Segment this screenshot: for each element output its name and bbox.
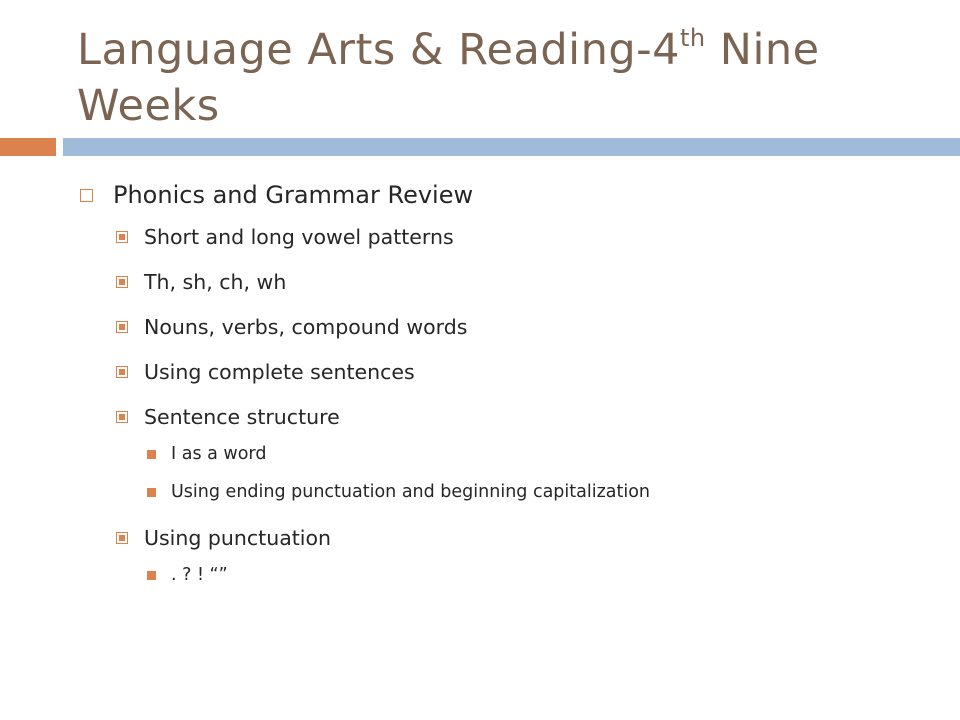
subtopic-row: [116, 349, 938, 394]
title-superscript: th: [680, 24, 706, 52]
solid-square-bullet-icon: [147, 571, 156, 580]
solid-square-bullet-icon: [147, 450, 156, 459]
filled-box-bullet-icon: [116, 411, 128, 423]
subtopic-item: [116, 515, 938, 594]
detail-row: [147, 556, 938, 594]
detail-list: [147, 435, 938, 511]
subtopic-list: [116, 214, 938, 594]
detail-label: Using ending punctuation and beginning capitalization: [171, 482, 651, 502]
subtopic-row: [116, 304, 938, 349]
topic-label: Phonics and Grammar Review: [113, 181, 474, 209]
subtopic-label: Short and long vowel patterns: [144, 224, 454, 249]
subtopic-label: Th, sh, ch, wh: [144, 269, 287, 294]
title-text-suffix: Nine Weeks: [77, 25, 820, 131]
accent-bar-blue: [63, 138, 960, 156]
subtopic-row: [116, 394, 938, 439]
filled-box-bullet-icon: [116, 321, 128, 333]
subtopic-row: [116, 515, 938, 560]
detail-row: [147, 435, 938, 473]
detail-item: [147, 473, 938, 511]
detail-row: [147, 473, 938, 511]
detail-list: [147, 556, 938, 594]
subtopic-item: [116, 349, 938, 394]
subtopic-item: [116, 304, 938, 349]
slide-title: [77, 22, 937, 134]
bullet-list: [78, 176, 938, 598]
detail-item: [147, 556, 938, 594]
subtopic-row: [116, 214, 938, 259]
detail-label: I as a word: [171, 444, 267, 464]
detail-item: [147, 435, 938, 473]
subtopic-label: Using complete sentences: [144, 359, 415, 384]
filled-box-bullet-icon: [116, 532, 128, 544]
subtopic-label: Nouns, verbs, compound words: [144, 314, 468, 339]
subtopic-item: [116, 214, 938, 259]
subtopic-label: Using punctuation: [144, 525, 332, 550]
subtopic-row: [116, 259, 938, 304]
subtopic-item: [116, 259, 938, 304]
filled-box-bullet-icon: [116, 366, 128, 378]
title-text: Language Arts & Reading-4: [77, 25, 681, 75]
detail-label: . ? ! “”: [171, 565, 228, 585]
subtopic-item: [116, 394, 938, 511]
accent-bar-orange: [0, 138, 56, 156]
filled-box-bullet-icon: [116, 231, 128, 243]
subtopic-label: Sentence structure: [144, 404, 340, 429]
topic-row: [78, 176, 938, 214]
filled-box-bullet-icon: [116, 276, 128, 288]
topic-item: [78, 176, 938, 594]
hollow-square-bullet-icon: [80, 189, 93, 202]
solid-square-bullet-icon: [147, 488, 156, 497]
